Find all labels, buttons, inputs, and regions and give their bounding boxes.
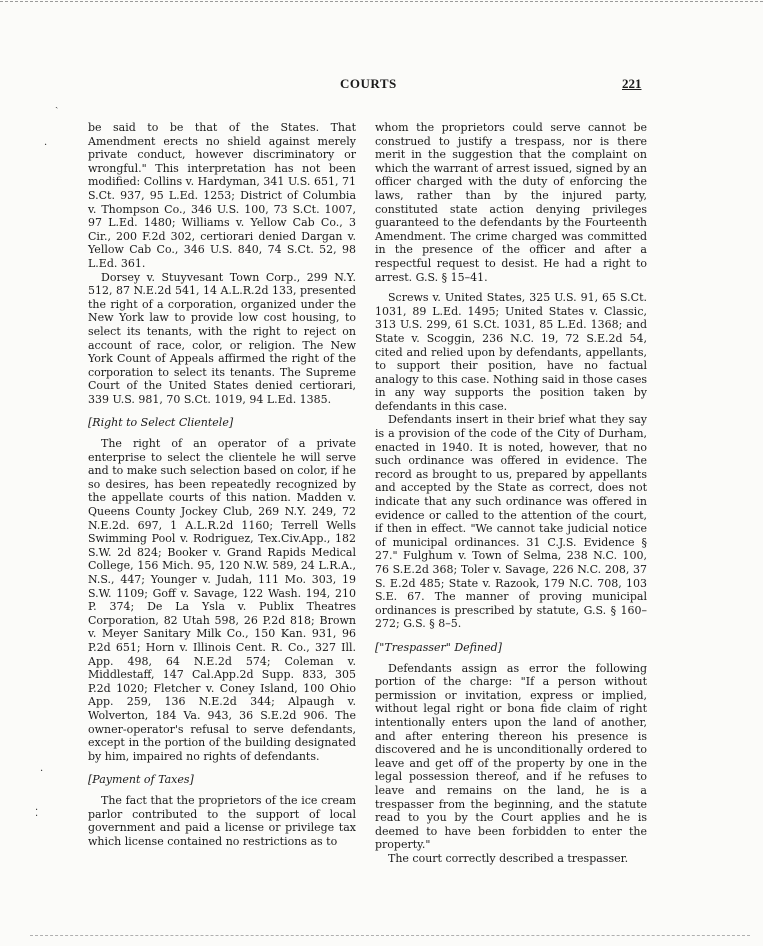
section-heading: ["Trespasser" Defined]: [375, 640, 502, 654]
paragraph: whom the proprietors could serve cannot be construed to justify a trespass, nor is there merit in the suggestion that the complaint on which the warrant of arrest issued, signed by an officer charged with the duty of enforcing the laws, rather than by the injured party, constituted state action denying privileges guaranteed to the defendants by the Fourteenth Amendment. The crime charged was committed in the presence of the officer and after a respectful request to desist. He had a right to arrest. G.S. § 15–41.: [375, 121, 647, 284]
paragraph: The fact that the proprietors of the ice cream parlor contributed to the support of local government and paid a license or privilege tax which license contained no restrictions as to: [88, 793, 356, 848]
margin-speck: ˏ: [55, 98, 59, 109]
left-column: [88, 121, 356, 848]
section-heading: [Payment of Taxes]: [88, 773, 194, 787]
paragraph: Defendants assign as error the following portion of the charge: "If a person without permission or invitation, express or implied, without legal right or bona fide claim of right intentionally enters upon the land of another, and after entering thereon his presence is discovered and he is unconditionally ordered to leave and get off of the property by one in the legal possession thereof, and if he refuses to leave and remains on the land, he is a trespasser from the beginning, and the statute read to you by the Court applies and he is deemed to have been forbidden to enter the property.": [375, 661, 647, 852]
paragraph: be said to be that of the States. That Amendment erects no shield against merely private conduct, however discriminatory or wrongful." This interpretation has not been modified: Collins v. Hardyman, 341 U.S. 651, 71 S.Ct. 937, 95 L.Ed. 1253; District of Columbia v. Thompson Co., 346 U.S. 100, 73 S.Ct. 1007, 97 L.Ed. 1480; Williams v. Yellow Cab Co., 3 Cir., 200 F.2d 302, certiorari denied Dargan v. Yellow Cab Co., 346 U.S. 840, 74 S.Ct. 52, 98 L.Ed. 361.: [88, 121, 356, 270]
paragraph: The right of an operator of a private enterprise to select the clientele he will serve and to make such selection based on color, if he so desires, has been repeatedly recognized by the appellate courts of this nation. Madden v. Queens County Jockey Club, 269 N.Y. 249, 72 N.E.2d. 697, 1 A.L.R.2d 1160; Terrell Wells Swimming Pool v. Rodriguez, Tex.Civ.App., 182 S.W. 2d 824; Booker v. Grand Rapids Medical College, 156 Mich. 95, 120 N.W. 589, 24 L.R.A., N.S., 447; Younger v. Judah, 111 Mo. 303, 19 S.W. 1109; Goff v. Savage, 122 Wash. 194, 210 P. 374; De La Ysla v. Publix Theatres Corporation, 82 Utah 598, 26 P.2d 818; Brown v. Meyer Sanitary Milk Co., 150 Kan. 931, 96 P.2d 651; Horn v. Illinois Cent. R. Co., 327 Ill. App. 498, 64 N.E.2d 574; Coleman v. Middlestaff, 147 Cal.App.2d Supp. 833, 305 P.2d 1020; Fletcher v. Coney Island, 100 Ohio App. 259, 136 N.E.2d 344; Alpaugh v. Wolverton, 184 Va. 943, 36 S.E.2d 906. The owner-operator's refusal to serve defendants, except in the portion of the building designated by him, impaired no rights of defendants.: [88, 437, 356, 763]
margin-speck: ·: [44, 140, 48, 151]
bottom-edge-rule: [30, 935, 750, 936]
paragraph: The court correctly described a trespasser.: [388, 851, 629, 865]
margin-speck: ⁚: [35, 808, 39, 819]
paragraph: Dorsey v. Stuyvesant Town Corp., 299 N.Y. 512, 87 N.E.2d 541, 14 A.L.R.2d 133, presented the right of a corporation, organized under the New York law to provide low cost housing, to select its tenants, with the right to reject on account of race, color, or religion. The New York Count of Appeals affirmed the right of the corporation to select its tenants. The Supreme Court of the United States denied certiorari, 339 U.S. 981, 70 S.Ct. 1019, 94 L.Ed. 1385.: [88, 270, 357, 406]
paragraph: Screws v. United States, 325 U.S. 91, 65 S.Ct. 1031, 89 L.Ed. 1495; United States v. Classic, 313 U.S. 299, 61 S.Ct. 1031, 85 L.Ed. 1368; and State v. Scoggin, 236 N.C. 19, 72 S.E.2d 54, cited and relied upon by defendants, appellants, to support their position, have no factual analogy to this case. Nothing said in those cases in any way supports the position taken by defendants in this case.: [375, 291, 647, 413]
margin-speck: ·: [40, 766, 44, 777]
page-number: 221: [622, 76, 642, 91]
section-heading: [Right to Select Clientele]: [88, 416, 234, 430]
paragraph: Defendants insert in their brief what they say is a provision of the code of the City of Durham, enacted in 1940. It is noted, however, that no such ordinance was offered in evidence. The record as brought to us, prepared by appellants and accepted by the State as correct, does not indicate that any such ordinance was offered in evidence or called to the attention of the court, if then in effect. "We cannot take judicial notice of municipal ordinances. 31 C.J.S. Evidence § 27." Fulghum v. Town of Selma, 238 N.C. 100, 76 S.E.2d 368; Toler v. Savage, 226 N.C. 208, 37 S. E.2d 485; State v. Razook, 179 N.C. 708, 103 S.E. 67. The manner of proving municipal ordinances is prescribed by statute, G.S. § 160–272; G.S. § 8–5.: [375, 413, 647, 631]
right-column: [375, 121, 647, 865]
running-header-title: COURTS: [340, 76, 397, 91]
top-edge-rule: [0, 1, 763, 2]
